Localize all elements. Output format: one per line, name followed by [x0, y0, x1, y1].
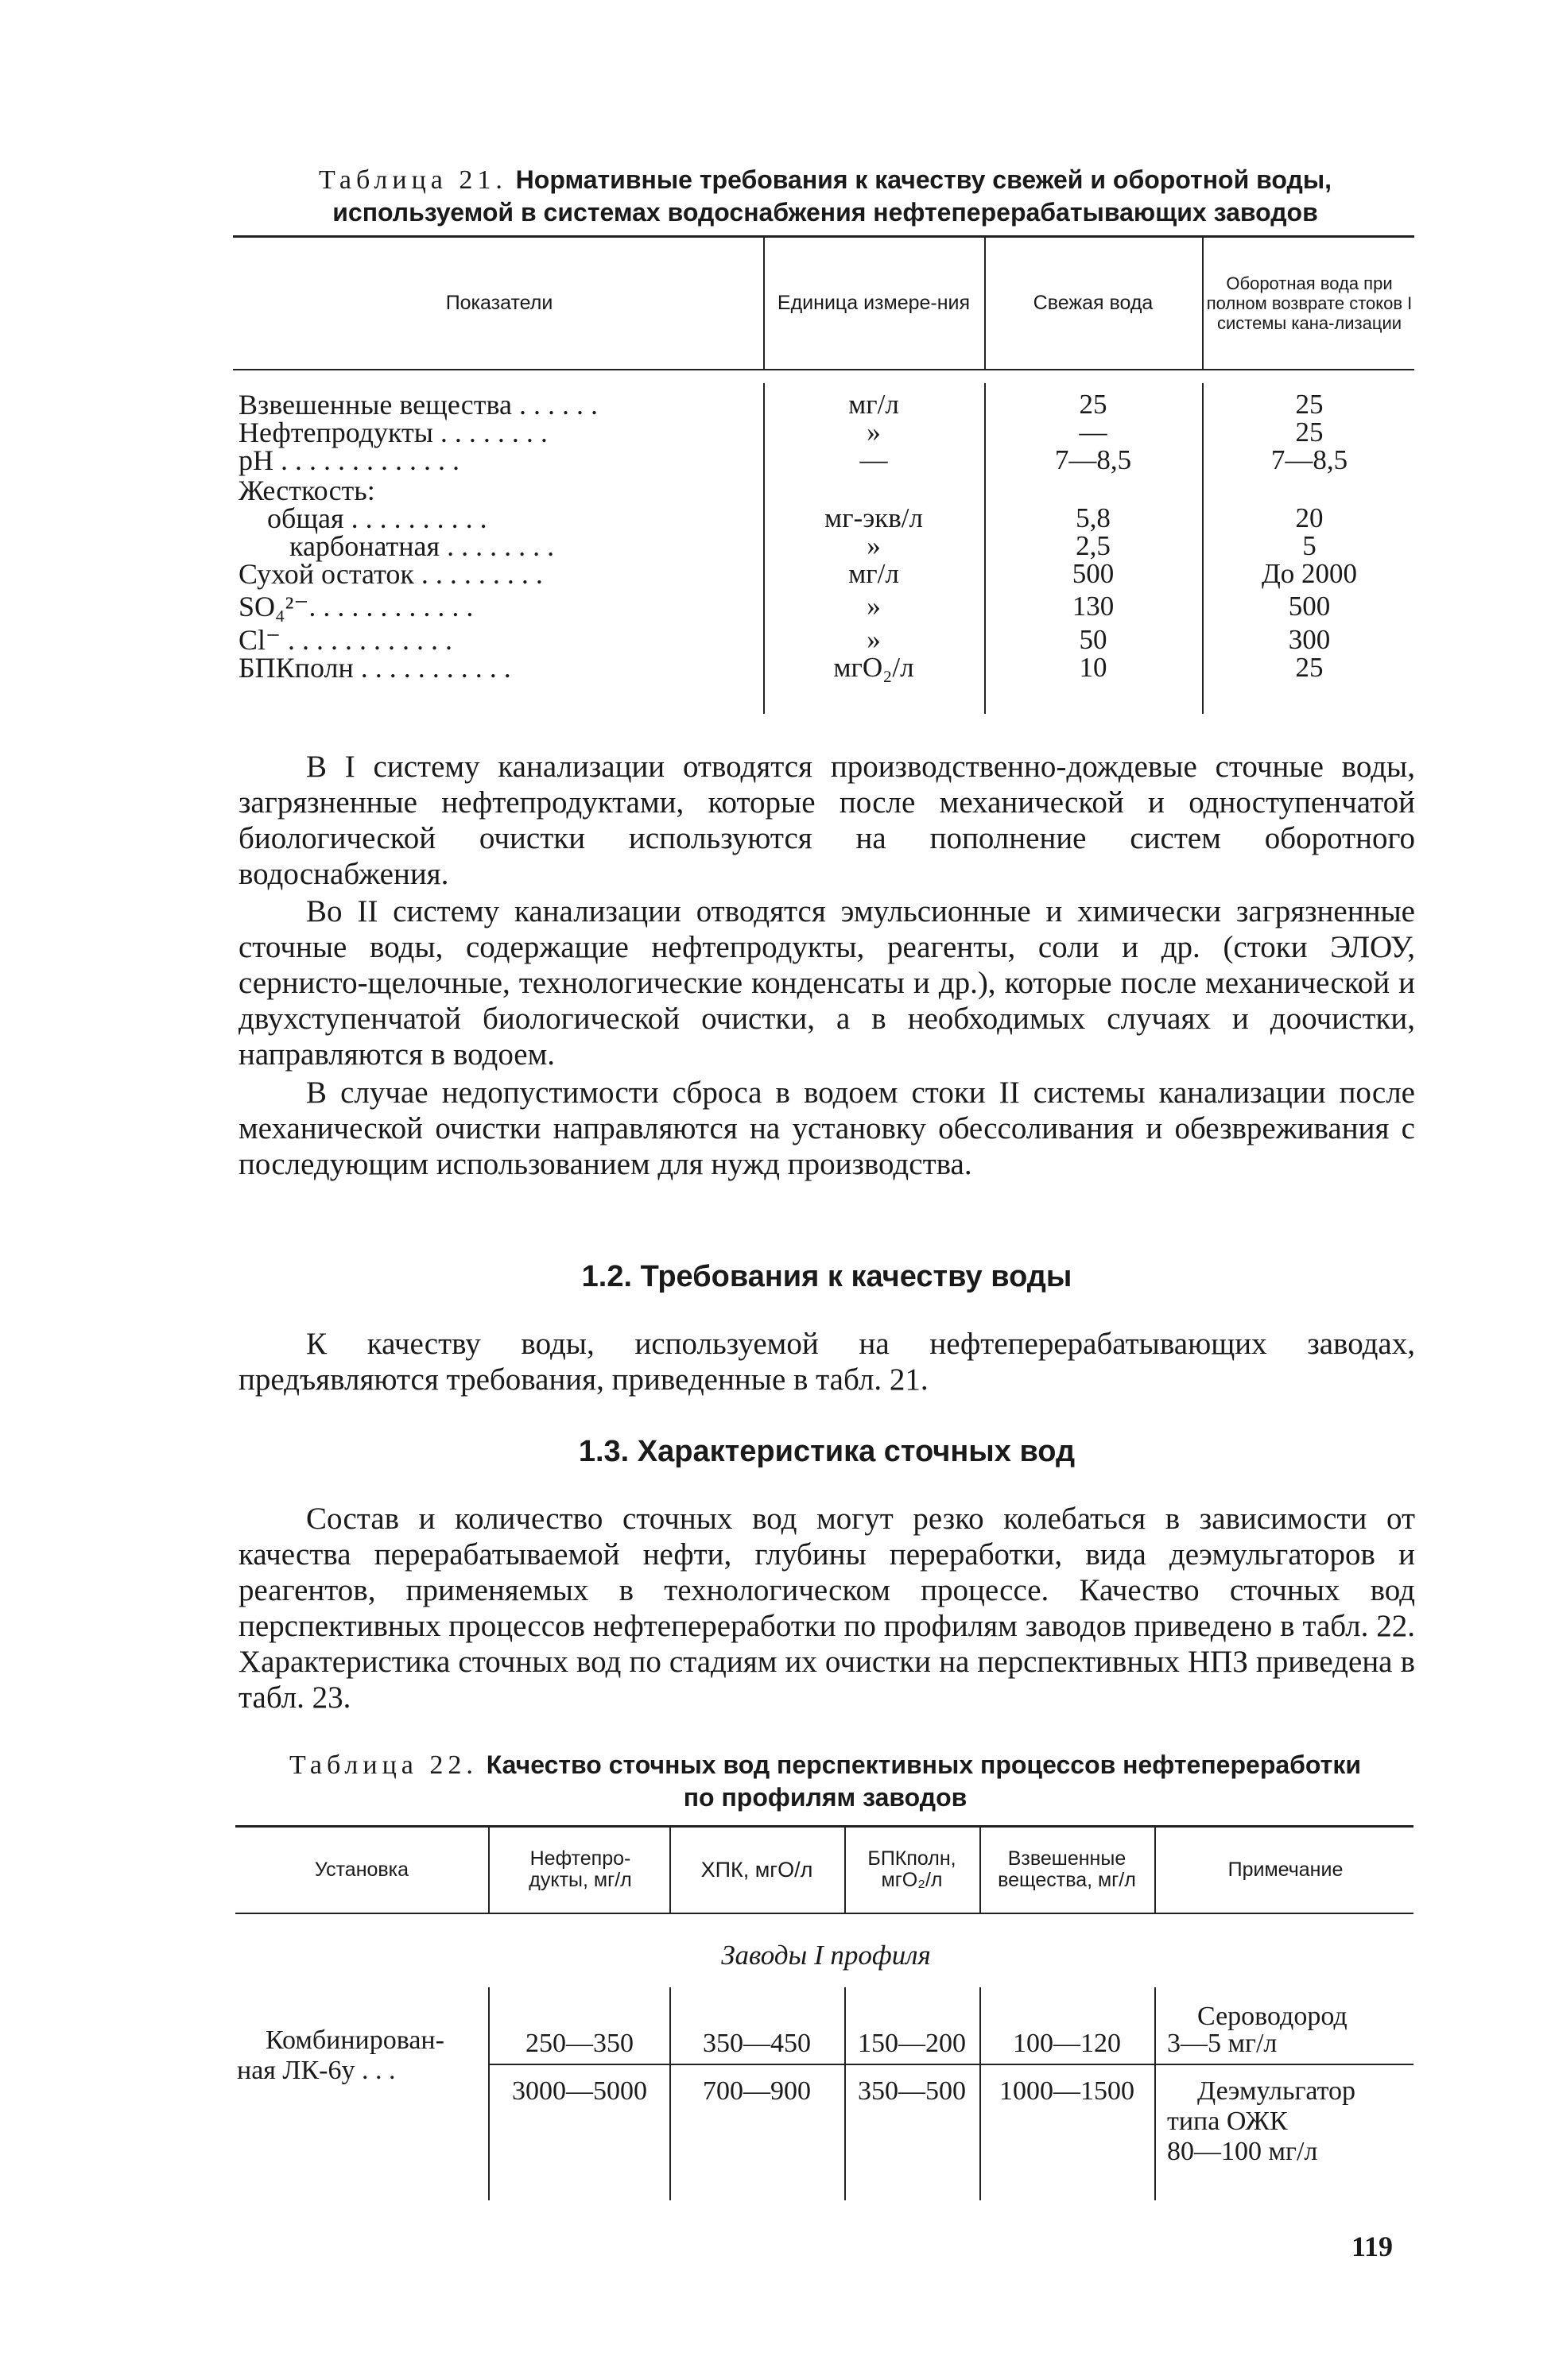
table22-title-line2: по профилям заводов [683, 1783, 968, 1812]
table21-divider [1202, 383, 1204, 714]
table22-row-rule [488, 2064, 1413, 2065]
cell-suspended: 1000—1500 [999, 2076, 1134, 2106]
table21-divider [1202, 237, 1204, 369]
row-fresh: 25 [1079, 389, 1107, 420]
cell-bod: 150—200 [858, 2029, 966, 2058]
row-indicator: Взвешенные вещества . . . . . . [238, 389, 598, 421]
row-recycled: 20 [1295, 502, 1324, 533]
table22-header-rule [235, 1913, 1413, 1914]
table21-label: Таблица 21. [318, 165, 507, 195]
row-unit: » [867, 591, 881, 622]
table21-header-unit: Единица измере-ния [777, 291, 971, 314]
table22-header-cod: ХПК, мгO/л [700, 1857, 813, 1882]
table22-label: Таблица 22. [289, 1750, 478, 1780]
row-fresh: 50 [1079, 624, 1107, 655]
cell-suspended: 100—120 [1013, 2029, 1121, 2058]
table21-header-indicator: Показатели [445, 291, 553, 314]
table21-caption [237, 164, 1413, 228]
table22-group-title: Заводы I профиля [721, 1940, 931, 1971]
cell-note: Деэмульгатор [1197, 2076, 1356, 2106]
table21-divider [763, 383, 765, 714]
table22-divider [488, 1987, 490, 2200]
paragraph [238, 893, 1415, 1072]
paragraph [238, 1501, 1415, 1715]
section-heading: 1.2. Требования к качеству воды [581, 1260, 1072, 1293]
row-indicator: Сухой остаток . . . . . . . . . [238, 558, 543, 590]
paragraph-text: Во II систему канализации отводятся эмульсионные и химически загрязненные сточные воды, содержащие нефтепродукты, реагенты, соли и др. (стоки ЭЛОУ, сернисто-щелочные, технологические конденсаты и др.), которые после механической и двухступенчатой биологической очистки, а в необходимых случаях и доочистки, направляются в водоем. [238, 894, 1415, 1072]
table21-title-line1: Нормативные требования к качеству свежей и оборотной воды, [515, 165, 1332, 194]
row-indicator: карбонатная . . . . . . . . [289, 530, 555, 562]
row-fresh: 10 [1079, 652, 1107, 683]
row-unit: » [867, 624, 881, 655]
paragraph-text: Состав и количество сточных вод могут резко колебаться в зависимости от качества перерабатываемой нефти, глубины переработки, вида деэмульгаторов и реагентов, применяемых в технологическом процессе. Качество сточных вод перспективных процессов нефтепереработки по профилям заводов приведено в табл. 22. Характеристика сточных вод по стадиям их очистки на перспективных НПЗ приведена в табл. 23. [238, 1502, 1415, 1715]
table22-divider [488, 1827, 490, 1913]
row-recycled: 25 [1295, 417, 1324, 448]
table21-title-line2: используемой в системах водоснабжения нефтеперерабатывающих заводов [332, 198, 1318, 227]
row-indicator: Нефтепродукты . . . . . . . . [238, 417, 548, 448]
row-unit: мг/л [848, 558, 899, 589]
cell-note: типа ОЖК [1167, 2107, 1288, 2136]
row-unit: » [867, 417, 881, 448]
row-unit: — [859, 444, 888, 475]
row-indicator: pH . . . . . . . . . . . . . [238, 444, 460, 476]
table21-header-fresh: Свежая вода [1033, 291, 1154, 314]
table22-divider [844, 1827, 846, 1913]
row-recycled: До 2000 [1261, 558, 1358, 589]
table21-divider [763, 237, 765, 369]
table22-divider [979, 1987, 981, 2200]
row-indicator: Cl⁻ . . . . . . . . . . . . [238, 624, 453, 656]
table22-header-bod: БПКполн, мгO₂/л [867, 1847, 956, 1891]
table22-header-unit: Установка [314, 1858, 409, 1881]
row-indicator: БПКполн . . . . . . . . . . . [238, 652, 511, 684]
row-fresh: 5,8 [1076, 502, 1111, 533]
row-unit: мг-экв/л [824, 502, 923, 533]
cell-oil: 3000—5000 [512, 2076, 647, 2106]
table22-header-oil: Нефтепро-дукты, мг/л [529, 1847, 632, 1891]
row-unit: мгO₂/л [833, 652, 914, 683]
table21-divider [984, 237, 986, 369]
table22-install-name: Комбинирован- [266, 2025, 444, 2055]
table22-top-rule [235, 1825, 1413, 1828]
table21-divider [984, 383, 986, 714]
table22-divider [1154, 1827, 1156, 1913]
table22-title-line1: Качество сточных вод перспективных процессов нефтепереработки [486, 1750, 1362, 1779]
row-recycled: 300 [1288, 624, 1331, 655]
cell-note: 3—5 мг/л [1167, 2029, 1278, 2058]
row-fresh: — [1079, 417, 1107, 448]
table21-header-rule [233, 369, 1414, 370]
table21-top-rule [233, 235, 1414, 238]
table21-header-recycled: Оборотная вода при полном возврате стоков I системы кана-лизации [1206, 273, 1413, 333]
row-recycled: 25 [1295, 652, 1324, 683]
row-recycled: 5 [1302, 530, 1317, 561]
table22-install-name: ная ЛК-6у . . . [237, 2056, 396, 2085]
paragraph [238, 1326, 1415, 1397]
paragraph-text: В случае недопустимости сброса в водоем стоки II системы канализации после механической очистки направляются на установку обессоливания и обезвреживания с последующим использованием для нужд производства. [238, 1076, 1415, 1181]
table22-header-note: Примечание [1227, 1858, 1344, 1881]
paragraph-text: В I систему канализации отводятся производственно-дождевые сточные воды, загрязненные нефтепродуктами, которые после механической и одноступенчатой биологической очистки используются на пополнение систем оборотного водоснабжения. [238, 750, 1415, 891]
cell-note: 80—100 мг/л [1167, 2137, 1318, 2166]
row-unit: мг/л [848, 389, 899, 420]
cell-cod: 350—450 [703, 2029, 811, 2058]
row-unit: » [867, 530, 881, 561]
table22-caption [237, 1749, 1413, 1813]
row-fresh: 130 [1072, 591, 1115, 622]
row-indicator: общая . . . . . . . . . . [267, 502, 487, 534]
table22-divider [844, 1987, 846, 2200]
section-heading: 1.3. Характеристика сточных вод [578, 1435, 1076, 1468]
row-fresh: 2,5 [1076, 530, 1111, 561]
row-indicator: SO₄²⁻. . . . . . . . . . . . [238, 591, 474, 622]
paragraph [238, 749, 1415, 892]
table22-divider [1154, 1987, 1156, 2200]
row-fresh: 7—8,5 [1054, 444, 1132, 475]
paragraph-text: К качеству воды, используемой на нефтеперерабатывающих заводах, предъявляются требования, приведенные в табл. 21. [238, 1327, 1415, 1397]
cell-oil: 250—350 [525, 2029, 634, 2058]
row-recycled: 25 [1295, 389, 1324, 420]
page-number: 119 [1351, 2231, 1394, 2262]
row-recycled: 500 [1288, 591, 1331, 622]
table22-divider [669, 1987, 671, 2200]
cell-cod: 700—900 [703, 2076, 811, 2106]
row-recycled: 7—8,5 [1270, 444, 1348, 475]
cell-bod: 350—500 [858, 2076, 966, 2106]
table22-header-suspended: Взвешенные вещества, мг/л [998, 1847, 1136, 1891]
paragraph [238, 1075, 1415, 1182]
cell-note: Сероводород [1197, 2002, 1348, 2031]
table22-divider [669, 1827, 671, 1913]
row-indicator: Жесткость: [238, 475, 375, 506]
table22-divider [979, 1827, 981, 1913]
row-fresh: 500 [1072, 558, 1115, 589]
